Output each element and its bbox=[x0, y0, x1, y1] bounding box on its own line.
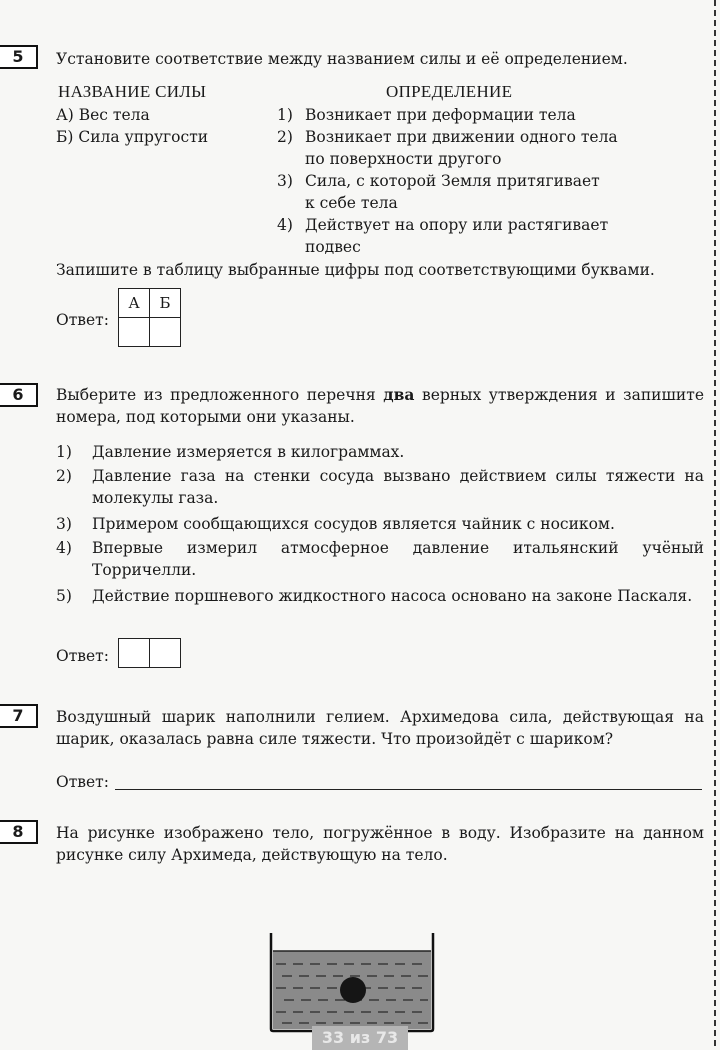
force-item-b: Б) Сила упругости bbox=[56, 128, 209, 146]
cut-line bbox=[714, 0, 716, 1046]
question-7-number: 7 bbox=[0, 704, 38, 728]
vessel-with-body-figure bbox=[262, 930, 440, 1034]
question-6-emphasis: два bbox=[383, 385, 415, 404]
question-6-answer-label: Ответ: bbox=[56, 647, 109, 665]
definition-4-number: 4) bbox=[277, 216, 293, 234]
statement-4-number: 4) bbox=[56, 539, 72, 557]
statement-3-number: 3) bbox=[56, 515, 72, 533]
statement-3 bbox=[56, 513, 704, 535]
answer-cell-b[interactable] bbox=[150, 318, 181, 347]
answer-box-1[interactable] bbox=[119, 639, 150, 668]
statement-5-text: Действие поршневого жидкостного насоса основано на законе Паскаля. bbox=[92, 587, 693, 605]
question-8-number: 8 bbox=[0, 820, 38, 844]
definition-3-text-cont: к себе тела bbox=[305, 194, 398, 212]
definition-1-text: Возникает при деформации тела bbox=[305, 106, 576, 124]
answer-box-2[interactable] bbox=[150, 639, 181, 668]
statement-1-text: Давление измеряется в килограммах. bbox=[92, 443, 405, 461]
answer-header-b: Б bbox=[150, 289, 181, 318]
statement-1 bbox=[56, 441, 704, 463]
question-5-instruction: Запишите в таблицу выбранные цифры под соответствующими буквами. bbox=[56, 261, 655, 279]
question-6-number: 6 bbox=[0, 383, 38, 407]
definition-2-text-cont: по поверхности другого bbox=[305, 150, 502, 168]
question-8-text: На рисунке изображено тело, погружённое в воду. Изобразите на данном рисунке силу Архимеда, действующую на тело. bbox=[56, 824, 704, 864]
statement-2-text: Давление газа на стенки сосуда вызвано действием силы тяжести на молекулы газа. bbox=[92, 467, 704, 507]
question-7-answer-label: Ответ: bbox=[56, 773, 109, 791]
page-number: 33 из 73 bbox=[312, 1026, 408, 1050]
answer-cell-a[interactable] bbox=[119, 318, 150, 347]
definition-1-number: 1) bbox=[277, 106, 293, 124]
question-6-answer-boxes bbox=[118, 638, 181, 668]
force-item-a: А) Вес тела bbox=[56, 106, 150, 124]
question-7-text: Воздушный шарик наполнили гелием. Архимедова сила, действующая на шарик, оказалась равна силе тяжести. Что произойдёт с шариком? bbox=[56, 708, 704, 748]
definition-3-text: Сила, с которой Земля притягивает bbox=[305, 172, 600, 190]
statement-5-number: 5) bbox=[56, 587, 72, 605]
definition-4-text: Действует на опору или растягивает bbox=[305, 216, 609, 234]
submerged-body bbox=[340, 977, 366, 1003]
answer-header-a: А bbox=[119, 289, 150, 318]
statement-2 bbox=[56, 465, 704, 509]
definition-2-text: Возникает при движении одного тела bbox=[305, 128, 618, 146]
statement-1-number: 1) bbox=[56, 443, 72, 461]
question-7-answer-line[interactable] bbox=[115, 789, 702, 790]
question-5-answer-table bbox=[118, 288, 181, 347]
definitions-column-header: ОПРЕДЕЛЕНИЕ bbox=[386, 82, 513, 101]
definition-3-number: 3) bbox=[277, 172, 293, 190]
statement-4-text: Впервые измерил атмосферное давление итальянский учёный Торричелли. bbox=[92, 539, 704, 579]
statement-2-number: 2) bbox=[56, 467, 72, 485]
question-5-number: 5 bbox=[0, 45, 38, 69]
question-6-text: Выберите из предложенного перечня два верных утверждения и запишите номера, под которыми они указаны. bbox=[56, 385, 704, 426]
forces-column-header: НАЗВАНИЕ СИЛЫ bbox=[58, 82, 207, 101]
question-5-answer-label: Ответ: bbox=[56, 311, 109, 329]
statement-5 bbox=[56, 585, 704, 607]
statement-4 bbox=[56, 537, 704, 581]
question-5-text: Установите соответствие между названием силы и её определением. bbox=[56, 50, 628, 68]
definition-4-text-cont: подвес bbox=[305, 238, 361, 256]
definition-2-number: 2) bbox=[277, 128, 293, 146]
statement-3-text: Примером сообщающихся сосудов является чайник с носиком. bbox=[92, 515, 615, 533]
